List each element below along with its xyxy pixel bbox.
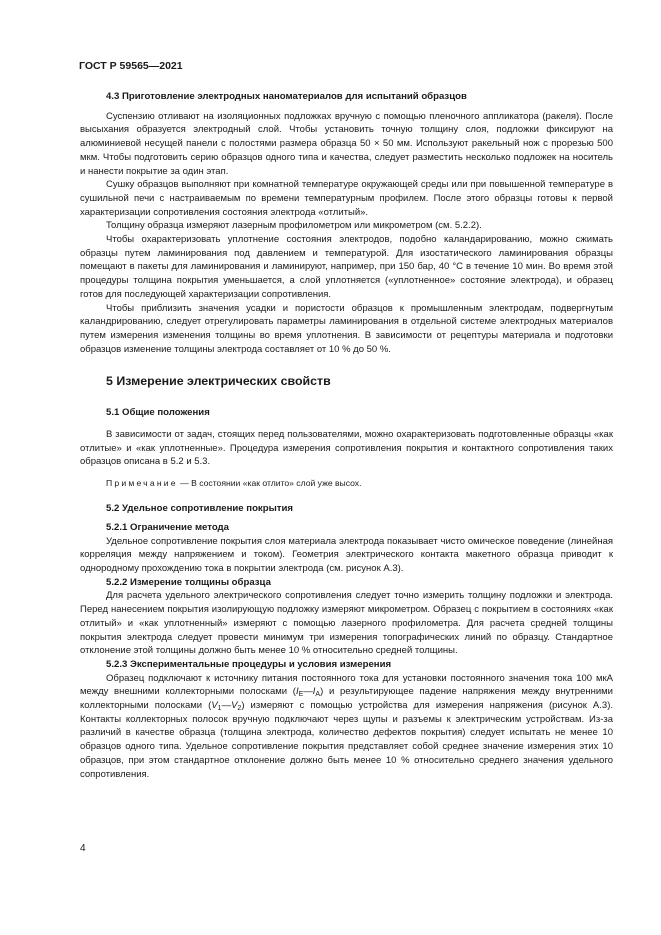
- section-5-heading: 5 Измерение электрических свойств: [106, 374, 331, 389]
- section-5-2-heading: 5.2 Удельное сопротивление покрытия: [106, 503, 293, 515]
- text-run: ) и результирующее падение напряжения между внутренними коллекторными полосками (: [80, 686, 613, 712]
- section-5-2-1-heading: 5.2.1 Ограничение метода: [106, 521, 229, 533]
- paragraph: Суспензию отливают на изоляционных подложках вручную с помощью пленочного аппликатора (ракеля). После высыхания образуется электродный слой. Чтобы установить точную толщину слоя, подложки фиксируют на алюминиевой несущей панели с полостями размера образца 50 × 50 мм. Используют ракельный нож с прорезью 500 мкм. Чтобы подготовить серию образцов одного типа и качества, следует разместить несколько подложек на носитель и нанести покрытие за один этап.: [80, 110, 613, 177]
- section-5-2-2-heading: 5.2.2 Измерение толщины образца: [106, 576, 271, 588]
- symbol-current: I: [312, 686, 316, 698]
- paragraph: Для расчета удельного электрического сопротивления следует точно измерить толщину подложки и электрода. Перед нанесением покрытия изолирующую подложку измеряют микрометром. Образец с покрытием в состояниях «как отлитый» и «как уплотненный» измеряют с помощью лазерного профилометра. Для расчета средней толщины покрытия электрода следует провести минимум три измерения топографических линий по образцу. Стандартное отклонение этой толщины должно быть менее 10 % относительно средней толщины.: [80, 590, 613, 657]
- symbol-voltage: V: [211, 700, 218, 712]
- note-label: Примечание: [106, 478, 178, 489]
- section-4-3-heading: 4.3 Приготовление электродных наноматериалов для испытаний образцов: [106, 91, 467, 102]
- symbol-current: I: [295, 686, 299, 698]
- paragraph: Сушку образцов выполняют при комнатной температуре окружающей среды или при повышенной температуре в сушильной печи с настраиваемым по времени температурным профилем. После этого образцы готовы к первой характеризации сопротивления состояния электрода «отлитый».: [80, 179, 613, 218]
- paragraph: Чтобы приблизить значения усадки и пористости образцов к промышленным электродам, подвергнутым каландрированию, следует отрегулировать параметры ламинирования в отдельной системе электродных материалов путем измерения изменения толщины во время уплотнения. В зависимости от рецептуры материала и подготовки образцов изменение толщины электрода составляет от 10 % до 50 %.: [80, 302, 613, 355]
- dash: —: [303, 686, 313, 698]
- subscript: 1: [217, 705, 222, 713]
- subscript: E: [298, 691, 304, 699]
- dash: —: [221, 700, 232, 712]
- section-5-2-3-heading: 5.2.3 Экспериментальные процедуры и условия измерения: [106, 658, 392, 670]
- text-run: Образец подключают к источнику питания постоянного тока для установки постоянного значения тока 100 мкА между внешними коллекторными полосками (: [80, 672, 613, 698]
- paragraph: В зависимости от задач, стоящих перед пользователями, можно охарактеризовать подготовленные образцы «как отлитые» и «как уплотненные». Процедура измерения сопротивления покрытия и контактного сопротивления таких образцов описана в 5.2 и 5.3.: [80, 429, 613, 468]
- symbol-voltage: V: [231, 700, 238, 712]
- subscript: A: [315, 691, 321, 699]
- section-5-1-heading: 5.1 Общие положения: [106, 407, 210, 419]
- document-code: ГОСТ Р 59565—2021: [79, 60, 183, 72]
- content-area: [80, 90, 613, 781]
- page-number: 4: [80, 843, 86, 854]
- paragraph: [80, 672, 613, 782]
- paragraph: Удельное сопротивление покрытия слоя материала электрода показывает чисто омическое поведение (линейная корреляция между напряжением и током). Геометрия электрического контакта макетного образца приводит к однородному прохождению тока в покрытии электрода (см. рисунок А.3).: [80, 535, 613, 574]
- subscript: 2: [237, 705, 242, 713]
- paragraph: Чтобы охарактеризовать уплотнение состояния электродов, подобно каландарированию, можно сжимать образцы путем ламинирования под давлением и температурой. Для изостатического ламинирования образцы помещают в пакеты для ламинирования и ламинируют, например, при 150 бар, 40 °С в течение 10 мин. Во время этой процедуры толщина покрытия уменьшается, а слой уплотняется («уплотненное» состояние электрода), и образец готов для последующей характеризации сопротивления.: [80, 234, 613, 300]
- note-text: — В состоянии «как отлито» слой уже высох.: [177, 478, 362, 489]
- text-run: ) измеряют с помощью устройства для измерения напряжения (рисунок А.3). Контакты коллекторных полосок вручную подключают через щупы и разъемы к электрическим устройствам. Из-за различий в качестве образца (толщина электрода, количество дефектов покрытия) следует испытать не менее 10 образцов одного типа. Удельное сопротивление покрытия представляет собой среднее значение измерения этих 10 образцов, при этом стандартное отклонение должно быть менее 10 % относительно среднего значения удельного сопротивления.: [80, 700, 613, 780]
- paragraph: Толщину образца измеряют лазерным профилометром или микрометром (см. 5.2.2).: [106, 220, 482, 232]
- note: [80, 477, 613, 489]
